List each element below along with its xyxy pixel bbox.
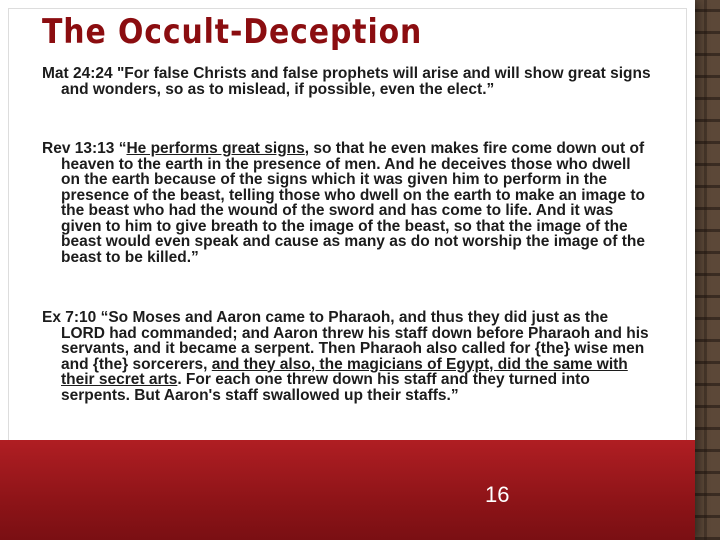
slide-number: 16 — [485, 482, 510, 507]
verse-revelation-rest: , so that he even makes fire come down out of heaven to the earth in the presence of men. And he deceives those who dwell on the earth because of the signs which it was given him to perform in the presence of the beast, telling those who dwell on the earth to make an image to the beast who had the wound of the sword and has come to life. And it was given to him to give breath to the image of the beast, so that the image of the beast would even speak and cause as many as do not worship the image of the beast to be killed.” — [61, 140, 645, 266]
slide-title: The Occult-Deception — [42, 12, 423, 52]
verse-exodus-part1: Ex 7:10 “So Moses and Aaron came to Pharaoh, and thus they did just as the LORD had commanded; and Aaron threw his staff down before Pharaoh and his servants, and it became a serpent. Then Pharaoh also called for {the} wise men and {the} sorcerers, — [42, 309, 649, 373]
verse-matthew: Mat 24:24 "For false Christs and false prophets will arise and will show great signs and wonders, so as to mislead, if possible, even the elect.” — [42, 65, 651, 98]
verse-revelation-underlined: He performs great signs — [126, 140, 305, 157]
verse-exodus — [42, 310, 651, 403]
verse-exodus-underlined: and they also, the magicians of Egypt, did the same with their secret arts — [61, 355, 628, 388]
verse-exodus-part2: . For each one threw down his staff and they turned into serpents. But Aaron's staff swallowed up their staffs.” — [61, 371, 590, 404]
red-footer-band — [0, 440, 695, 540]
verse-revelation-ref: Rev 13:13 “ — [42, 140, 127, 157]
verse-revelation — [42, 141, 651, 265]
